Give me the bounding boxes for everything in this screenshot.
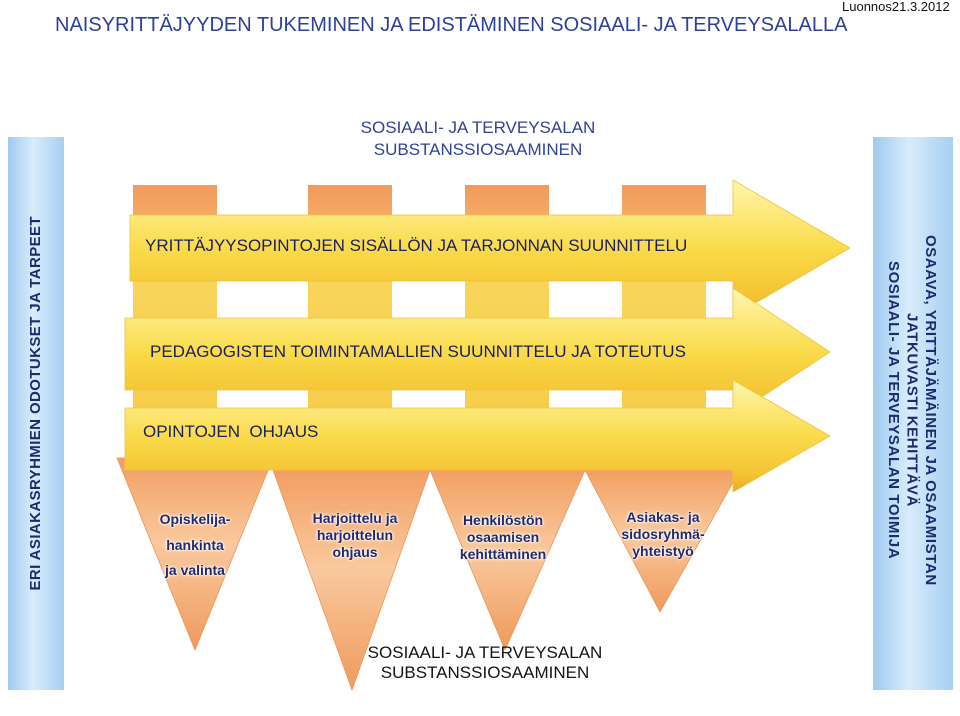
- arrow-1-label: YRITTÄJYYSOPINTOJEN SISÄLLÖN JA TARJONNAN SUUNNITTELU: [145, 236, 688, 255]
- draft-date-label: Luonnos21.3.2012: [842, 0, 950, 14]
- right-bar-label-area: [871, 137, 951, 683]
- triangle-4-line-2: sidosryhmä-: [621, 526, 705, 542]
- right-bar-line-3: SOSIAALI- JA TERVEYSALAN TOIMIJA: [884, 260, 902, 560]
- triangle-2-line-2: harjoittelun: [316, 527, 394, 543]
- foundation-top-line-1: SOSIAALI- JA TERVEYSALAN: [360, 118, 596, 137]
- foundation-bottom-line-2: SUBSTANSSIOSAAMINEN: [380, 663, 590, 682]
- triangle-1-line-1: Opiskelija-: [159, 511, 231, 527]
- right-bar-line-1: OSAAVA, YRITTÄJÄMÄINEN JA OSAAMISTAN: [921, 234, 939, 586]
- arrow-2-label: PEDAGOGISTEN TOIMINTAMALLIEN SUUNNITTELU JA TOTEUTUS: [150, 342, 686, 361]
- triangle-4-label: [593, 509, 733, 560]
- right-bar-line-2: JATKUVASTI KEHITTÄVÄ: [903, 313, 921, 507]
- foundation-bottom-label: [335, 643, 635, 683]
- foundation-top-label: [328, 117, 628, 161]
- triangle-1-label: [125, 507, 265, 584]
- foundation-bottom-line-1: SOSIAALI- JA TERVEYSALAN: [367, 643, 603, 662]
- arrow-3-label: OPINTOJEN OHJAUS: [143, 422, 319, 441]
- triangle-2-line-1: Harjoittelu ja: [312, 510, 398, 526]
- left-bar-label-area: [8, 127, 64, 680]
- left-bar-label: ERI ASIAKASRYHMIEN ODOTUKSET JA TARPEET: [27, 216, 44, 591]
- triangle-4-line-1: Asiakas- ja: [626, 509, 700, 525]
- triangle-3-label: [433, 512, 573, 563]
- triangle-3-line-3: kehittäminen: [459, 546, 547, 562]
- triangle-1-line-2: hankinta: [166, 536, 224, 553]
- triangle-2-label: [285, 510, 425, 561]
- right-bar-label: [883, 235, 939, 586]
- triangle-4-line-3: yhteistyö: [632, 543, 694, 559]
- triangle-1-line-3: ja valinta: [165, 562, 225, 578]
- triangle-3-line-1: Henkilöstön: [462, 512, 544, 528]
- triangle-3-line-2: osaamisen: [466, 529, 540, 545]
- triangle-2-line-3: ohjaus: [332, 544, 378, 560]
- foundation-top-line-2: SUBSTANSSIOSAAMINEN: [373, 140, 583, 159]
- page-title: NAISYRITTÄJYYDEN TUKEMINEN JA EDISTÄMINEN SOSIAALI- JA TERVEYSALALLA: [55, 14, 848, 36]
